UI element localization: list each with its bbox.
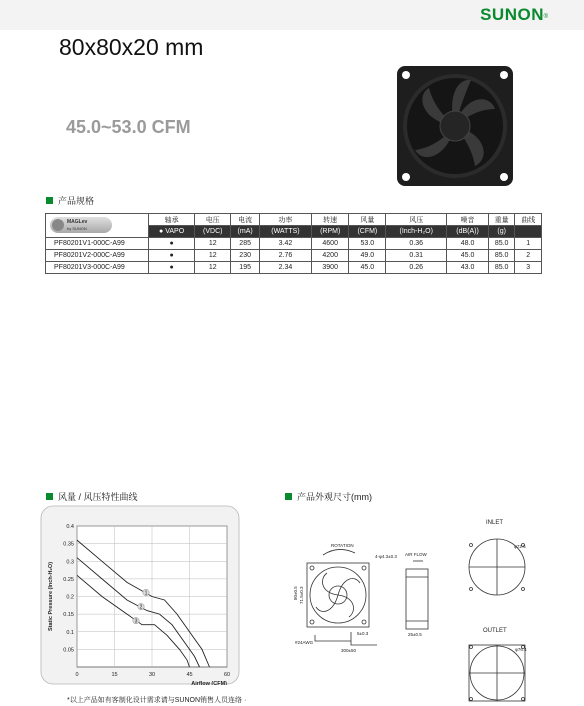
- header-cell: 风压: [386, 214, 447, 226]
- part-number: PF80201V3-000C-A99: [46, 262, 149, 274]
- x-axis-label: Airflow (CFM): [191, 681, 227, 685]
- table-cell: 85.0: [488, 238, 515, 250]
- table-cell: 85.0: [488, 250, 515, 262]
- table-cell: ●: [149, 238, 195, 250]
- y-tick-label: 0.25: [63, 576, 74, 583]
- dim-wire-label: 300±50: [341, 648, 356, 653]
- dims-section-heading: 产品外观尺寸(mm): [285, 490, 372, 503]
- inlet-label: INLET: [486, 520, 504, 526]
- y-tick-label: 0.05: [63, 647, 74, 654]
- airflow-range: 45.0~53.0 CFM: [66, 117, 191, 137]
- brand-logo: SUNON: [480, 5, 544, 24]
- x-tick-label: 0: [75, 672, 79, 678]
- holes-label: 4-φ4.3±0.3: [375, 554, 397, 559]
- table-cell: 230: [231, 250, 260, 262]
- table-cell: 48.0: [447, 238, 489, 250]
- unit-cell: (dB(A)): [447, 226, 489, 238]
- table-cell: 285: [231, 238, 260, 250]
- table-cell: 49.0: [349, 250, 386, 262]
- spec-table: [45, 213, 542, 274]
- part-number: PF80201V1-000C-A99: [46, 238, 149, 250]
- header-cell: 曲线: [515, 214, 542, 226]
- bullet-square-icon: [285, 493, 292, 500]
- table-cell: 12: [195, 262, 231, 274]
- unit-cell: [515, 226, 542, 238]
- unit-cell: (g): [488, 226, 515, 238]
- dim-height-label: 80±0.5: [293, 586, 298, 600]
- series-label-1: 1: [144, 590, 148, 597]
- unit-cell: (mA): [231, 226, 260, 238]
- part-number: PF80201V2-000C-A99: [46, 250, 149, 262]
- unit-cell: (CFM): [349, 226, 386, 238]
- table-cell: 12: [195, 250, 231, 262]
- bullet-square-icon: [46, 493, 53, 500]
- bullet-square-icon: [46, 197, 53, 204]
- unit-cell: (RPM): [311, 226, 349, 238]
- dimension-drawing: [285, 505, 584, 706]
- header-cell: 噪音: [447, 214, 489, 226]
- table-row: [46, 238, 542, 250]
- table-cell: 45.0: [349, 262, 386, 274]
- x-tick-label: 30: [148, 672, 156, 678]
- table-cell: 0.31: [386, 250, 447, 262]
- y-tick-label: 0.1: [66, 629, 74, 636]
- series-label-3: 3: [134, 618, 138, 625]
- table-cell: 4200: [311, 250, 349, 262]
- table-cell: 0.36: [386, 238, 447, 250]
- table-cell: 43.0: [447, 262, 489, 274]
- header-cell: 功率: [259, 214, 311, 226]
- header-cell: 电流: [231, 214, 260, 226]
- outlet-label: OUTLET: [483, 628, 507, 634]
- header-cell: 电压: [195, 214, 231, 226]
- y-tick-label: 0.15: [63, 612, 74, 619]
- table-cell: ●: [149, 262, 195, 274]
- rotation-label: ROTATION: [331, 543, 354, 548]
- table-header-row: [46, 214, 542, 226]
- pq-curve-chart: [40, 505, 240, 685]
- x-tick-label: 60: [223, 672, 231, 678]
- series-label-2: 2: [139, 604, 143, 611]
- table-cell: 3: [515, 262, 542, 274]
- table-cell: 2.34: [259, 262, 311, 274]
- table-cell: 2: [515, 250, 542, 262]
- table-cell: 85.0: [488, 262, 515, 274]
- outlet-diameter-label: φ76.4: [515, 647, 527, 652]
- maglev-logo-cell: [46, 214, 149, 238]
- table-cell: 195: [231, 262, 260, 274]
- dim-thickness-label: 25±0.5: [408, 632, 422, 637]
- footnote: *以上产品如有客制化设计需求请与SUNON销售人员连络 ·: [67, 697, 247, 704]
- header-cell: 轴承: [149, 214, 195, 226]
- table-cell: 53.0: [349, 238, 386, 250]
- awg-label: #24AWG: [295, 640, 314, 645]
- y-tick-label: 0.4: [66, 524, 74, 530]
- table-cell: ●: [149, 250, 195, 262]
- y-tick-label: 0.3: [66, 559, 74, 566]
- table-cell: 0.26: [386, 262, 447, 274]
- curve-section-heading: 风量 / 风压特性曲线: [46, 490, 138, 503]
- dim-s-label: 5±0.3: [357, 631, 369, 636]
- registered-mark: ®: [543, 14, 548, 20]
- x-tick-label: 15: [111, 672, 118, 678]
- table-cell: 1: [515, 238, 542, 250]
- maglev-logo: MAGLev by SUNON: [50, 217, 112, 233]
- table-cell: 4600: [311, 238, 349, 250]
- spec-section-heading: 产品规格: [46, 194, 94, 207]
- table-row: [46, 250, 542, 262]
- outlet-view: [469, 645, 525, 701]
- table-cell: 2.76: [259, 250, 311, 262]
- airflow-label: AIR FLOW: [405, 552, 427, 557]
- y-tick-label: 0.2: [66, 594, 74, 601]
- header-cell: 重量: [488, 214, 515, 226]
- table-cell: 12: [195, 238, 231, 250]
- unit-cell: ● VAPO: [149, 226, 195, 238]
- unit-cell: (WATTS): [259, 226, 311, 238]
- inlet-diameter-label: φ72.5: [514, 544, 526, 549]
- fan-photo: [395, 64, 515, 188]
- table-cell: 3.42: [259, 238, 311, 250]
- table-cell: 3900: [311, 262, 349, 274]
- page-title: 80x80x20 mm: [59, 34, 204, 60]
- y-axis-label: Static Pressure (Inch-H₂O): [48, 561, 54, 632]
- unit-cell: (VDC): [195, 226, 231, 238]
- y-tick-label: 0.35: [63, 541, 74, 548]
- x-tick-label: 45: [186, 672, 193, 678]
- header-cell: 风量: [349, 214, 386, 226]
- unit-cell: (Inch-H₂O): [386, 226, 447, 238]
- side-view: [406, 561, 428, 629]
- table-cell: 45.0: [447, 250, 489, 262]
- dim-inner-label: 71.5±0.3: [299, 586, 304, 604]
- table-row: [46, 262, 542, 274]
- header-cell: 转速: [311, 214, 349, 226]
